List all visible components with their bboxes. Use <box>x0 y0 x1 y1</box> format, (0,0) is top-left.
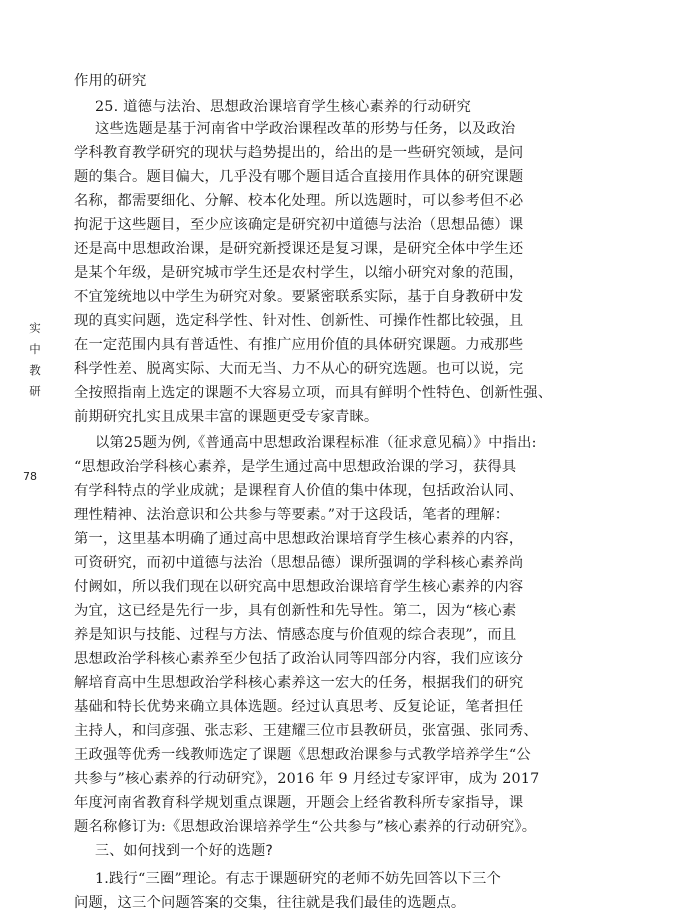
text-line: 基础和特长优势来确立具体选题。经过认真思考、反复论证，笔者担任 <box>74 699 524 715</box>
text-line: 可资研究，而初中道德与法治（思想品德）课所强调的学科核心素养尚 <box>74 555 524 571</box>
text-line: 学科教育教学研究的现状与趋势提出的，给出的是一些研究领域，是问 <box>74 145 524 161</box>
text-line: 思想政治学科核心素养至少包括了政治认同等四部分内容，我们应该分 <box>74 651 524 667</box>
text-line: “思想政治学科核心素养，是学生通过高中思想政治课的学习，获得具 <box>74 459 517 475</box>
text-line: 付阙如，所以我们现在以研究高中思想政治课培育学生核心素养的内容 <box>74 579 524 595</box>
text-line: 解培育高中生思想政治学科核心素养这一宏大的任务，根据我们的研究 <box>74 675 524 691</box>
text-line: 还是高中思想政治课，是研究新授课还是复习课，是研究全体中学生还 <box>74 241 524 257</box>
text-line: 年度河南省教育科学规划重点课题，开题会上经省教科所专家指导，课 <box>74 795 524 811</box>
text-line: 理性精神、法治意识和公共参与等要素。”对于这段话，笔者的理解： <box>74 507 510 523</box>
text-line: 题名称修订为:《思想政治课培养学生“公共参与”核心素养的行动研究》。 <box>74 819 537 835</box>
text-line: 这些选题是基于河南省中学政治课程改革的形势与任务，以及政治 <box>95 121 516 137</box>
text-line: 全按照指南上选定的课题不大容易立项，而具有鲜明个性特色、创新性强、 <box>74 385 553 401</box>
text-line: 拘泥于这些题目，至少应该确定是研究初中道德与法治（思想品德）课 <box>74 217 524 233</box>
text-line: 前期研究扎实且成果丰富的课题更受专家青睐。 <box>74 409 379 425</box>
text-line: 为宜，这已经是先行一步，具有创新性和先导性。第二，因为“核心素 <box>74 603 517 619</box>
text-line: 在一定范围内具有普适性、有推广应用价值的具体研究课题。力戒那些 <box>74 337 524 353</box>
text-line: 题的集合。题目偏大，几乎没有哪个题目适合直接用作具体的研究课题 <box>74 169 524 185</box>
text-line: 作用的研究 <box>74 73 147 89</box>
text-line: 1.践行“三圈”理论。有志于课题研究的老师不妨先回答以下三个 <box>95 871 501 887</box>
text-line: 养是知识与技能、过程与方法、情感态度与价值观的综合表现”，而且 <box>74 627 517 643</box>
section-heading: 三、如何找到一个好的选题? <box>95 843 274 859</box>
margin-section-label: 实中教研 <box>29 321 41 398</box>
text-line: 以第25题为例,《普通高中思想政治课程标准（征求意见稿）》中指出: <box>95 435 537 451</box>
text-line: 是某个年级，是研究城市学生还是农村学生，以缩小研究对象的范围， <box>74 265 524 281</box>
text-line: 有学科特点的学业成就；是课程育人价值的集中体现，包括政治认同、 <box>74 483 524 499</box>
text-line: 第一，这里基本明确了通过高中思想政治课培育学生核心素养的内容， <box>74 531 524 547</box>
text-line: 共参与”核心素养的行动研究》，2016 年 9 月经过专家评审，成为 2017 <box>74 771 540 787</box>
text-line: 科学性差、脱离实际、大而无当、力不从心的研究选题。也可以说，完 <box>74 361 524 377</box>
page-number: 78 <box>23 470 37 483</box>
text-line: 现的真实问题，选定科学性、针对性、创新性、可操作性都比较强，且 <box>74 313 524 329</box>
text-line: 问题，这三个问题答案的交集，往往就是我们最佳的选题点。 <box>74 895 466 911</box>
text-line: 不宜笼统地以中学生为研究对象。要紧密联系实际，基于自身教研中发 <box>74 289 524 305</box>
text-line: 王政强等优秀一线教师选定了课题《思想政治课参与式教学培养学生“公 <box>74 747 531 763</box>
text-line: 主持人，和闫彦强、张志彩、王建耀三位市县教研员，张富强、张同秀、 <box>74 723 538 739</box>
list-item-heading: 25. 道德与法治、思想政治课培育学生核心素养的行动研究 <box>95 99 472 115</box>
text-line: 名称，都需要细化、分解、校本化处理。所以选题时，可以参考但不必 <box>74 193 524 209</box>
